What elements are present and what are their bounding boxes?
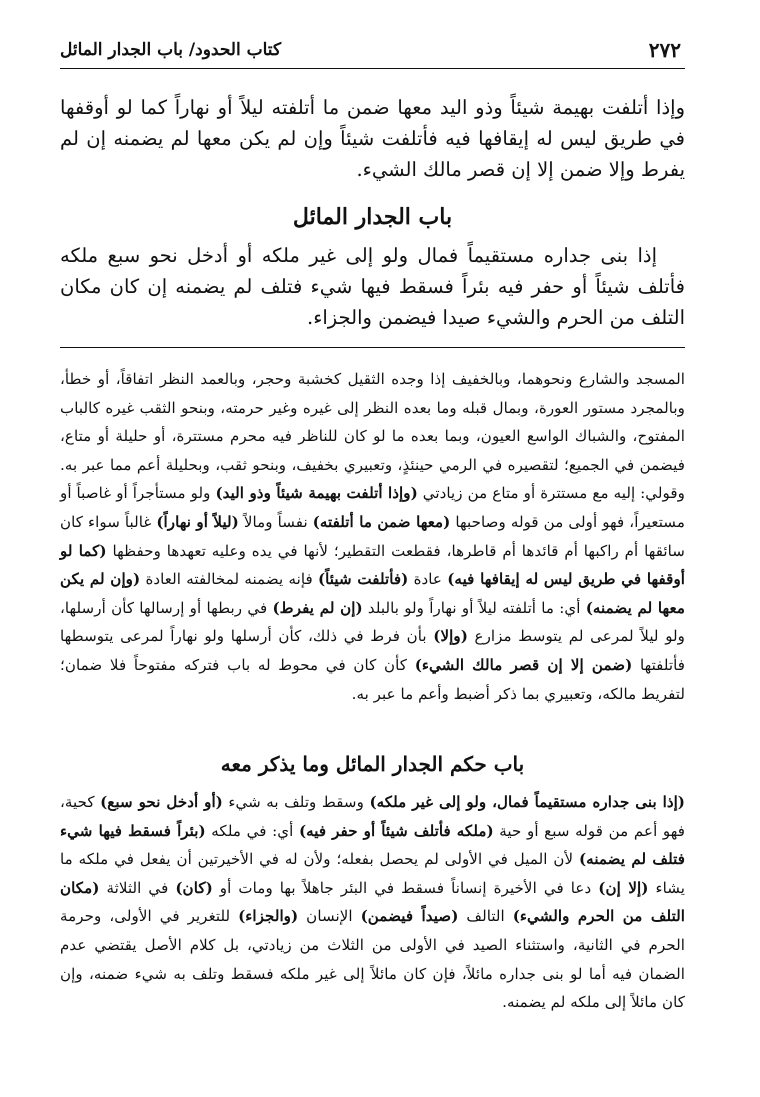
commentary-text: كحية، فهو أعم من قوله سبع أو حية <box>60 793 686 840</box>
matn-quote: (كان) <box>175 878 213 897</box>
matn-quote: (وإلا) <box>433 627 468 646</box>
commentary-text: وسقط وتلف به شيء <box>222 793 370 811</box>
matn-quote: (معها ضمن ما أتلفته) <box>312 512 451 531</box>
matn-quote: (كما لو أوقفها في طريق ليس له إيقافها فيه) <box>60 541 686 589</box>
main-text-paragraph-2 <box>60 240 685 333</box>
matn-quote: (مكان التلف من الحرم والشيء) <box>60 878 686 926</box>
matn-quote: (والجزاء) <box>238 907 299 926</box>
commentary-text: غالباً سواء كان سائقها أم راكبها أم قائدها أم قاطرها، فقطعت التقطير؛ لأنها في يده وعليه تعهدها وحفظها <box>60 512 685 560</box>
commentary-text: في ربطها أو إرسالها كأن أرسلها، ولو ليلاً لمرعى لم يتوسط مزارع <box>60 598 686 646</box>
commentary-block-2 <box>60 788 685 1017</box>
commentary-text: الإنسان <box>298 907 361 926</box>
commentary-heading: باب حكم الجدار المائل وما يذكر معه <box>220 752 525 776</box>
matn-quote: (وإذا أتلفت بهيمة شيئاً وذو اليد) <box>215 484 418 503</box>
matn-quote: (إذا بنى جداره مستقيماً فمال، ولو إلى غير ملكه) <box>369 793 685 811</box>
running-title: كتاب الحدود/ باب الجدار المائل <box>60 40 282 60</box>
commentary-text: المسجد والشارع ونحوهما، وبالخفيف إذا وجده الثقيل كخشبة وحجر، وبالعمد النظر اتفاقاً، أو خطأ، وبالمجرد مستور العورة، وبمال قبله وما بعده النظر إلى غيره وغير حرمته، وبنحو الثقب غيره كالباب المفتوح، والشباك الواسع العيون، وبما بعده ما لو كان للناظر فيه محرم مستترة، أو حليلة أو متاع، فيضمن في الجميع؛ لتقصيره في الرمي حينئذٍ، وتعبيري بخفيف، وبنحو ثقب، وبحليلة أعم مما عبر به. وقولي: إليه مع مستترة أو متاع من زيادتي <box>60 370 686 503</box>
page-number: ٢٧٢ <box>648 38 681 62</box>
commentary-text: ولو مستأجراً أو غاصباً أو مستعيراً، فهو أولى من قوله وصاحبها <box>60 484 685 531</box>
commentary-text: التالف <box>458 907 513 926</box>
matn-quote: (ملكه فأتلف شيئاً أو حفر فيه) <box>298 821 494 840</box>
commentary-text: عادة <box>408 570 448 589</box>
commentary-text: نفساً ومالاً <box>238 512 313 531</box>
matn-quote: (ليلاً أو نهاراً) <box>156 512 239 531</box>
commentary-text: لأن الميل في الأولى لم يحصل بفعله؛ ولأن له في الأخيرتين أن يفعل في ملكه ما يشاء <box>60 850 685 897</box>
footnote-separator <box>60 347 685 348</box>
main-text-1: وإذا أتلفت بهيمة شيئاً وذو اليد معها ضمن ما أتلفته ليلاً أو نهاراً كما لو أوقفها في طريق ليس له إيقافها فيه فأتلفت شيئاً وإن لم يكن معها لم يضمنه إن لم يفرط وإلا ضمن إلا إن قصر مالك الشيء. <box>60 96 685 181</box>
main-text-paragraph-1 <box>60 92 685 185</box>
matn-quote: (إن لم يفرط) <box>272 598 363 617</box>
matn-quote: (صيداً فيضمن) <box>360 907 459 926</box>
commentary-text: للتغرير في الأولى، وحرمة الحرم في الثانية، واستثناء الصيد في الأولى من الثلاث من زيادتي، بل كلام الأصل يقتضي عدم الضمان فيه أما لو بنى جداره مائلاً، فإن كان مائلاً إلى غير ملكه فسقط وتلف به شيء ضمنه، وإن كان مائلاً إلى ملكه لم يضمنه. <box>60 907 685 1012</box>
matn-quote: (بئراً فسقط فيها شيء فتلف لم يضمنه) <box>60 821 685 869</box>
commentary-text: فإنه يضمنه لمخالفته العادة <box>140 570 318 589</box>
matn-quote: (أو أدخل نحو سبع) <box>100 793 223 811</box>
matn-quote: (إلا إن) <box>598 878 649 897</box>
commentary-text: أي: ما أتلفته ليلاً أو نهاراً ولو بالبلد <box>362 598 586 617</box>
commentary-text: كأن كان في محوط له باب فتركه مفتوحاً فلا ضمان؛ لتفريط مالكه، وتعبيري بما ذكر أضبط وأعم ما عبر به. <box>60 655 685 703</box>
chapter-heading: باب الجدار المائل <box>292 204 453 230</box>
commentary-text: بأن فرط في ذلك، كأن أرسلها ولو نهاراً لمرعى يتوسطها فأتلفتها <box>60 627 686 674</box>
main-text-2: إذا بنى جداره مستقيماً فمال ولو إلى غير ملكه أو أدخل نحو سبع ملكه فأتلف شيئاً أو حفر فيه بئراً فسقط فيها شيء فتلف لم يضمنه إن كان مكان التلف من الحرم والشيء صيدا فيضمن والجزاء. <box>60 244 685 329</box>
commentary-text: دعا في الأخيرة إنساناً فسقط في البئر جاهلاً بها ومات أو <box>212 878 599 897</box>
matn-quote: (فأتلفت شيئاً) <box>317 570 409 589</box>
page-header <box>60 38 685 69</box>
matn-quote: (ضمن إلا إن قصر مالك الشيء) <box>414 655 633 674</box>
commentary-text: أي: في ملكه <box>205 821 299 840</box>
commentary-text: في الثلاثة <box>99 878 176 897</box>
matn-quote: (وإن لم يكن معها لم يضمنه) <box>60 570 685 617</box>
commentary-block-1 <box>60 365 685 708</box>
